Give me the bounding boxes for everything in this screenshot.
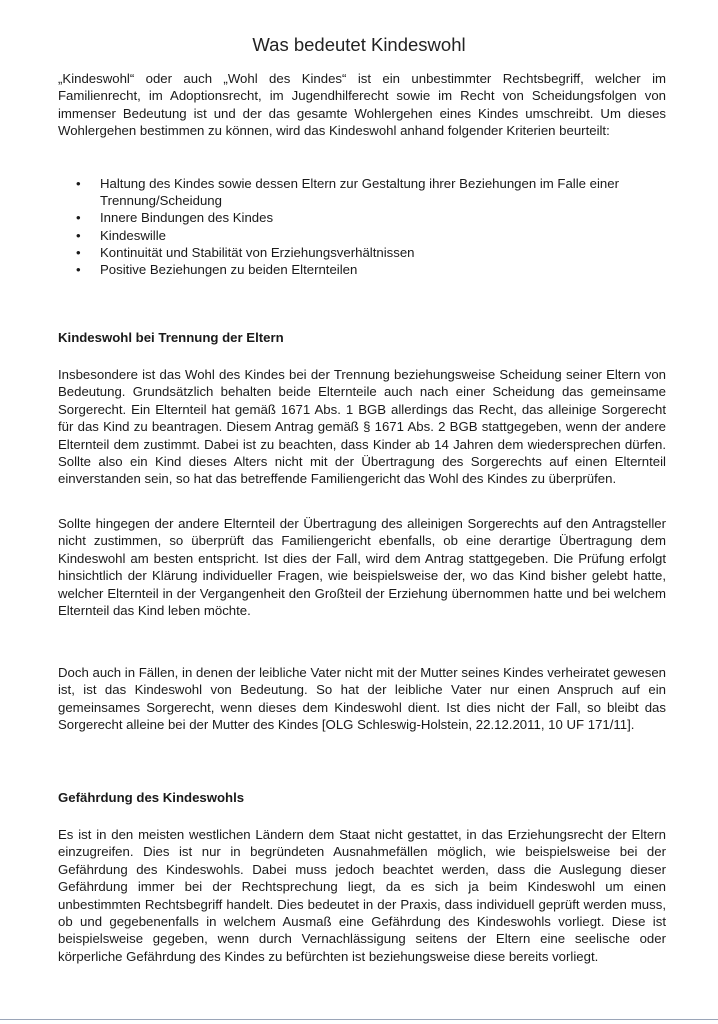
gefaehrdung-paragraph: Es ist in den meisten westlichen Ländern dem Staat nicht gestattet, in das Erziehungsrecht der Eltern einzugreifen. Dies ist nur in begründeten Ausnahmefällen möglich, wie beispielsweise bei der Gefährdung des Kindeswohls. Dabei muss jedoch beachtet werden, dass die Auslegung dieser Gefährdung immer bei der Rechtsprechung liegt, da es sich ja beim Kindeswohl um einen unbestimmten Rechtsbegriff handelt. Dies bedeutet in der Praxis, dass individuell geprüft werden muss, ob und gegebenenfalls in welchem Ausmaß eine Gefährdung des Kindeswohls vorliegt. Diese ist beispielsweise gegeben, wenn durch Vernachlässigung seitens der Eltern eine seelische oder körperliche Gefährdung des Kindes zu befürchten ist beziehungsweise diese bereits vorliegt. xyxy=(58,827,666,964)
trennung-paragraph-1: Insbesondere ist das Wohl des Kindes bei der Trennung beziehungsweise Scheidung seiner Eltern von Bedeutung. Grundsätzlich behalten beide Elternteile auch nach einer Scheidung das gemeinsame Sorgerecht. Ein Elternteil hat gemäß 1671 Abs. 1 BGB allerdings das Recht, das alleinige Sorgerecht für das Kind zu beantragen. Diesem Antrag gemäß § 1671 Abs. 2 BGB stattgegeben, wenn der andere Elternteil dem zustimmt. Dabei ist zu beachten, dass Kinder ab 14 Jahren dem wiedersprechen dürfen. Sollte also ein Kind dieses Alters nicht mit der Übertragung des Sorgerechts auf einen Elternteil einverstanden sein, so hat das betreffende Familiengericht das Wohl des Kindes zu überprüfen. xyxy=(58,367,666,487)
page-title: Was bedeutet Kindeswohl xyxy=(252,34,466,55)
list-item xyxy=(58,261,666,278)
list-item xyxy=(58,244,666,261)
bullet-icon: • xyxy=(76,262,81,278)
section-heading-gefaehrdung: Gefährdung des Kindeswohls xyxy=(58,790,245,805)
list-item-text: Positive Beziehungen zu beiden Elternteilen xyxy=(100,262,358,278)
list-item-text: Innere Bindungen des Kindes xyxy=(100,210,274,226)
section-heading-trennung: Kindeswohl bei Trennung der Eltern xyxy=(58,330,284,345)
criteria-list xyxy=(58,175,666,278)
bullet-icon: • xyxy=(76,210,81,226)
list-item xyxy=(58,175,666,209)
bullet-icon: • xyxy=(76,244,81,260)
list-item-text: Haltung des Kindes sowie dessen Eltern zur Gestaltung ihrer Beziehungen im Falle einer Trennung/Scheidung xyxy=(100,176,619,209)
list-item-text: Kindeswille xyxy=(100,227,166,243)
list-item xyxy=(58,227,666,244)
bullet-icon: • xyxy=(76,176,81,191)
trennung-paragraph-3: Doch auch in Fällen, in denen der leibliche Vater nicht mit der Mutter seines Kindes verheiratet gewesen ist, ist das Kindeswohl von Bedeutung. So hat der leibliche Vater nur einen Anspruch auf ein gemeinsames Sorgerecht, wenn dieses dem Kindeswohl dient. Ist dies nicht der Fall, so bleibt das Sorgerecht alleine bei der Mutter des Kindes [OLG Schleswig-Holstein, 22.12.2011, 10 UF 171/11]. xyxy=(58,665,666,733)
trennung-paragraph-2: Sollte hingegen der andere Elternteil der Übertragung des alleinigen Sorgerechts auf den Antragsteller nicht zustimmen, so überprüft das Familiengericht ebenfalls, ob eine derartige Übertragung dem Kindeswohl am besten entspricht. Ist dies der Fall, wird dem Antrag stattgegeben. Die Prüfung erfolgt hinsichtlich der Klärung individueller Fragen, wie beispielsweise der, wo das Kind bisher gelebt hatte, welcher Elternteil in der Vergangenheit den Großteil der Erziehung übernommen hatte und bei welchem Elternteil das Kind leben möchte. xyxy=(58,516,666,619)
page-bottom-divider xyxy=(0,1019,718,1020)
list-item xyxy=(58,209,666,226)
bullet-icon: • xyxy=(76,227,81,243)
list-item-text: Kontinuität und Stabilität von Erziehungsverhältnissen xyxy=(100,244,415,260)
intro-paragraph: „Kindeswohl“ oder auch „Wohl des Kindes“ ist ein unbestimmter Rechtsbegriff, welcher im Familienrecht, im Adoptionsrecht, im Jugendhilferecht sowie im Recht von Scheidungsfolgen von immenser Bedeutung ist und der das gesamte Wohlergehen eines Kindes umschreibt. Um dieses Wohlergehen bestimmen zu können, wird das Kindeswohl anhand folgender Kriterien beurteilt: xyxy=(58,71,666,139)
